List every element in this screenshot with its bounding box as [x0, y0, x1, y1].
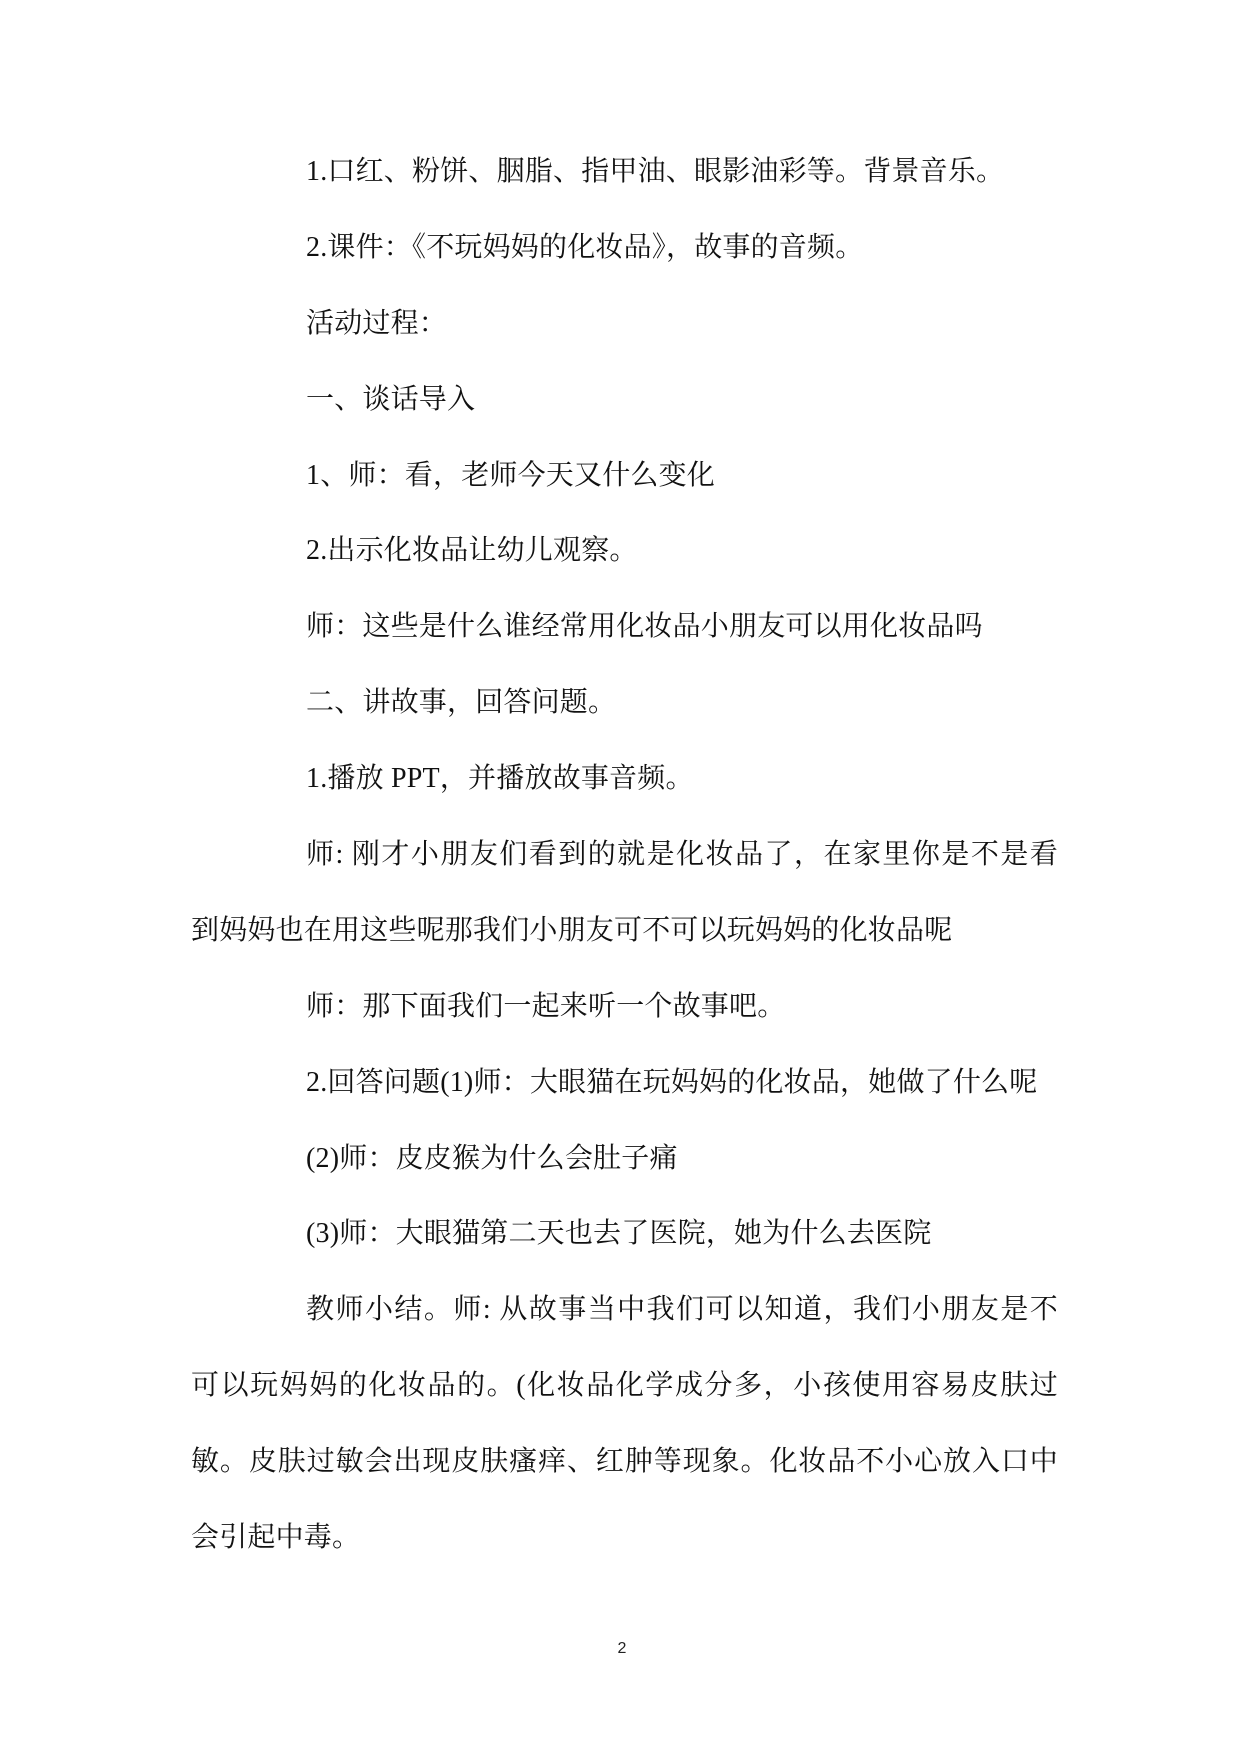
paragraph-line: (2)师：皮皮猴为什么会肚子痛	[306, 1142, 678, 1174]
paragraph	[191, 817, 1058, 969]
paragraph-line: 2.出示化妆品让幼儿观察。	[306, 535, 638, 567]
paragraph-line: 2.回答问题(1)师：大眼猫在玩妈妈的化妆品，她做了什么呢	[306, 1066, 1038, 1098]
body-text	[191, 134, 1058, 1576]
paragraph	[191, 1196, 1058, 1272]
paragraph	[191, 969, 1058, 1045]
paragraph-line: 可以玩妈妈的化妆品的。(化妆品化学成分多，小孩使用容易皮肤过	[191, 1370, 1058, 1402]
paragraph-line: 2.课件：《不玩妈妈的化妆品》，故事的音频。	[306, 231, 864, 263]
paragraph	[191, 513, 1058, 589]
paragraph	[191, 210, 1058, 286]
paragraph-line: 活动过程：	[306, 307, 448, 339]
paragraph-line: 1、师：看，老师今天又什么变化	[306, 459, 716, 491]
section-label	[191, 286, 1058, 362]
paragraph	[191, 1121, 1058, 1197]
paragraph	[191, 741, 1058, 817]
paragraph-line: 敏。皮肤过敏会出现皮肤瘙痒、红肿等现象。化妆品不小心放入口中	[191, 1446, 1058, 1478]
section-heading	[191, 362, 1058, 438]
paragraph	[191, 134, 1058, 210]
paragraph	[191, 1045, 1058, 1121]
section-heading	[191, 665, 1058, 741]
paragraph-line: 师：那下面我们一起来听一个故事吧。	[306, 990, 786, 1022]
paragraph	[191, 1272, 1058, 1576]
paragraph	[191, 589, 1058, 665]
paragraph-line: 1.播放 PPT，并播放故事音频。	[306, 763, 694, 795]
paragraph-line: 师：这些是什么谁经常用化妆品小朋友可以用化妆品吗	[306, 611, 983, 643]
paragraph-line: 二、讲故事，回答问题。	[306, 687, 617, 719]
paragraph-line: 会引起中毒。	[191, 1522, 361, 1554]
paragraph-line: 到妈妈也在用这些呢那我们小朋友可不可以玩妈妈的化妆品呢	[191, 914, 953, 946]
paragraph-line: 一、谈话导入	[306, 383, 476, 415]
paragraph-line: 1.口红、粉饼、胭脂、指甲油、眼影油彩等。背景音乐。	[306, 156, 1005, 187]
paragraph-line: 师: 刚才小朋友们看到的就是化妆品了，在家里你是不是看	[306, 839, 1058, 871]
paragraph-line: (3)师：大眼猫第二天也去了医院，她为什么去医院	[306, 1218, 932, 1250]
paragraph	[191, 438, 1058, 514]
page-number: 2	[617, 1640, 627, 1657]
paragraph-line: 教师小结。师: 从故事当中我们可以知道，我们小朋友是不	[306, 1294, 1058, 1326]
